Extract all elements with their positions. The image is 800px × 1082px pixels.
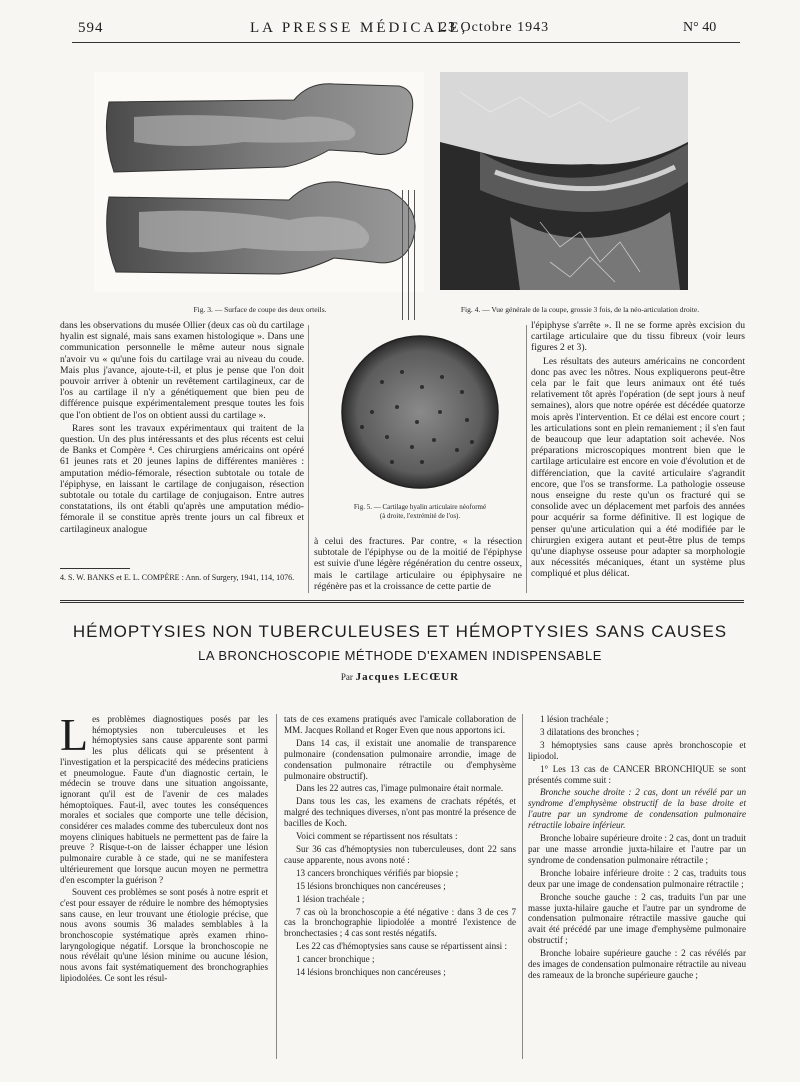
paragraph: Bronche lobaire supérieure droite : 2 cas, dont un traduit par une masse arrondie juxta-hilaire et l'autre par un syndrome de condensation pulmonaire rétractile ; [528, 833, 746, 865]
figure-4-image [440, 72, 688, 290]
paragraph: Bronche lobaire inférieure droite : 2 cas, traduits tous deux par une image de condensation pulmonaire rétractile ; [528, 867, 746, 889]
byline-par: Par [340, 672, 353, 682]
figure-divider-line [402, 190, 403, 320]
paragraph: Bronche souche droite : 2 cas, dont un révélé par un syndrome d'emphysème obstructif de la base droite et l'autre par un syndrome de condensation pulmonaire rétractile lobaire inférieur. [528, 787, 746, 831]
paragraph: Les résultats des auteurs américains ne concordent donc pas avec les nôtres. Nous expliquerons peut-être cela par le fait que leurs animaux ont été tués relativement tôt après l'opération (de sept jours à neuf semaines), alors que notre opérée est décédée quatorze mois après l'intervention. Et ce délai est encore court ; les articulations sont en plein remaniement ; il s'en faut de beaucoup que leur adaptation soit achevée. Nos préparations microscopiques montrent bien que le cartilage articulaire est encore en voie d'évolution et de différenciation, que la cavité articulaire s'agrandit encore, que l'os se transforme. La pathologie osseuse nous enseigne du reste qu'un os fracturé qui se consolide avec un déplacement met parfois des années pour acquérir sa forme définitive. Il est logique de penser qu'une articulation qui a été modifiée par le chirurgien exigera autant et peut-être plus de temps qu'une diaphyse osseuse pour adapter sa morphologie aux nécessités mécaniques, étant un système plus compliqué et plus délicat. [531, 355, 745, 580]
paragraph: dans les observations du musée Ollier (deux cas où du cartilage hyalin est signalé, mais sans examen histologique ». Dans une communication personnelle le même auteur nous signale n'avoir vu « qu'une fois du cartilage vrai au niveau du coude. Mais plus j'avance, ajoute-t-il, et plus je pense que l'on doit pouvoir arriver à obtenir un revêtement cartilagineux, car de l'os au cartilage il n'y a génétiquement que bien peu de différence puisque expérimentalement presque toutes les fois que l'on obtient de l'os on obtient aussi du cartilage ». [60, 320, 304, 421]
article-title: HÉMOPTYSIES NON TUBERCULEUSES ET HÉMOPTYSIES SANS CAUSES [72, 622, 728, 641]
top-middle-column [314, 536, 522, 594]
author-name: Jacques LECŒUR [355, 671, 460, 683]
figure-5-caption-line-2: (à droite, l'extrémité de l'os). [379, 512, 461, 520]
issue-date: 23 Octobre 1943 [440, 20, 550, 35]
paragraph: 3 dilatations des bronches ; [540, 726, 640, 737]
paragraph: Dans les 22 autres cas, l'image pulmonaire était normale. [296, 783, 504, 794]
paragraph: 14 lésions bronchiques non cancéreuses ; [296, 967, 446, 978]
column-divider [276, 714, 277, 1059]
paragraph: Sur 36 cas d'hémoptysies non tuberculeuses, dont 22 sans cause apparente, nous avons noté : [284, 843, 516, 865]
journal-title: LA PRESSE MÉDICALE, [250, 20, 469, 36]
paragraph: 1 cancer bronchique ; [296, 954, 375, 965]
top-right-column [531, 320, 745, 582]
section-rule [60, 602, 744, 603]
paragraph: Bronche lobaire supérieure gauche : 2 cas révélés par des images de condensation pulmonaire rétractile au niveau des rameaux de la bronche supérieure gauche ; [528, 948, 746, 980]
paragraph: Dans 14 cas, il existait une anomalie de transparence pulmonaire (condensation pulmonaire arrondie, image de condensation pulmonaire rétractile ou d'emphysème pulmonaire obstructif). [284, 737, 516, 781]
figure-divider-line [408, 190, 409, 320]
paragraph: 3 hémoptysies sans cause après bronchoscopie et lipiodol. [528, 739, 746, 761]
section-rule [60, 600, 744, 601]
figure-5-image [322, 332, 518, 492]
paragraph: 7 cas où la bronchoscopie a été négative : dans 3 de ces 7 cas la bronchographie lipiodolée a montré l'existence de bronchectasies ; 4 cas sont restés négatifs. [284, 906, 516, 939]
article-subtitle: LA BRONCHOSCOPIE MÉTHODE D'EXAMEN INDISPENSABLE [198, 648, 602, 663]
column-divider [522, 714, 523, 1059]
top-left-column [60, 320, 304, 537]
paragraph: 15 lésions bronchiques non cancéreuses ; [296, 880, 446, 891]
footnote: 4. S. W. BANKS et E. L. COMPÈRE : Ann. of Surgery, 1941, 114, 1076. [60, 573, 295, 582]
header-rule [72, 42, 740, 43]
paragraph: l'épiphyse s'arrête ». Il ne se forme après excision du cartilage articulaire que du tissu fibreux (voir leurs figures 2 et 3). [531, 320, 745, 354]
paragraph: Voici comment se répartissent nos résultats : [296, 831, 458, 842]
paragraph: Souvent ces problèmes se sont posés à notre esprit et c'est pour essayer de réduire le nombre des hémoptysies sans cause, en leur trouvant une étiologie précise, que nous avons soumis 36 malades semblables à la bronchoscopie systématique après examen rhino-laryngologique négatif. Lorsque la bronchoscopie ne nous révélait qu'une lésion minime ou aucune lésion, nous avons fait systématiquement des bronchographies lipiodolées. Ce sont les résul- [60, 887, 268, 983]
figure-divider-line [414, 190, 415, 320]
paragraph: 1 lésion trachéale ; [540, 714, 609, 724]
drop-cap: L [60, 709, 89, 760]
paragraph: 1 lésion trachéale ; [296, 893, 365, 904]
article-column-3 [528, 714, 746, 983]
column-divider [308, 325, 309, 593]
paragraph: 1° Les 13 cas de CANCER BRONCHIQUE se sont présentés comme suit : [528, 763, 746, 785]
footnote-rule [60, 568, 130, 569]
issue-number: N° 40 [683, 20, 717, 35]
article-column-1 [60, 709, 268, 986]
byline [0, 671, 800, 683]
paragraph: Rares sont les travaux expérimentaux qui traitent de la question. Un des plus intéressants et des plus récents est celui de Banks et Compère ⁴. Ces chirurgiens américains ont opéré 61 jeunes rats et 20 jeunes lapins de différentes manières : amputation médio-fémorale, résection subtotale ou totale de l'épiphyse, en laissant le cartilage de conjugaison, résection subtotale ou totale du cartilage de conjugaison. Entre autres constatations, ils ont établi qu'après une amputation médio-fémorale il se constitue après trente jours un cal fibreux et cartilagineux analogue [60, 422, 304, 535]
figure-5-caption-line-1: Fig. 5. — Cartilage hyalin articulaire néoformé [353, 503, 487, 511]
paragraph: Les problèmes diagnostiques posés par les hémoptysies non tuberculeuses et les hémoptysies sans cause apparente sont parmi les plus délicats qui se présentent à l'investigation et la perspicacité des médecins praticiens et pneumologue. Faute d'un diagnostic certain, le médecin se trouve dans une situation angoissante, ignorant qu'il est de l'avenir de ces malades hémoptoïques. Faut-il, avec toutes les conséquences morales et sociales que comporte une telle décision, considérer ces malades comme des tuberculeux dont nos moyens cliniques habituels ne permettent pas de faire la preuve ? Risque-t-on de laisser échapper une lésion pulmonaire curable à ce stade, qui ne se manifestera ultérieurement que lorsque aucun moyen ne permettra d'en escompter la guérison ? [60, 709, 268, 885]
paragraph: 13 cancers bronchiques vérifiés par biopsie ; [296, 867, 459, 878]
paragraph: Les 22 cas d'hémoptysies sans cause se répartissent ainsi : [296, 941, 507, 952]
paragraph: Bronche souche gauche : 2 cas, traduits l'un par une masse juxta-hilaire gauche et l'autre par un syndrome de condensation pulmonaire rétractile massive gauche qui avait été précédé par une image d'emphysème pulmonaire obstructif ; [528, 891, 746, 946]
page-number: 594 [78, 20, 104, 36]
paragraph: tats de ces examens pratiqués avec l'amicale collaboration de MM. Jacques Rolland et Roger Even que nous apportons ici. [284, 714, 516, 735]
figure-3-image [94, 72, 424, 292]
figure-3-caption: Fig. 3. — Surface de coupe des deux orteils. [193, 305, 327, 314]
column-divider [526, 325, 527, 593]
paragraph: à celui des fractures. Par contre, « la résection subtotale de l'épiphyse ou de la moitié de l'épiphyse est suivie d'une légère régénération du centre osseux, mais le cartilage articulaire ou épiphysaire ne régénère pas et la croissance de cette partie de [314, 536, 522, 592]
article-column-2 [284, 714, 516, 980]
figure-4-caption: Fig. 4. — Vue générale de la coupe, grossie 3 fois, de la néo-articulation droite. [460, 305, 700, 314]
paragraph: Dans tous les cas, les examens de crachats répétés, et malgré des techniques diverses, n'ont pas montré la présence de bacilles de Koch. [284, 796, 516, 829]
